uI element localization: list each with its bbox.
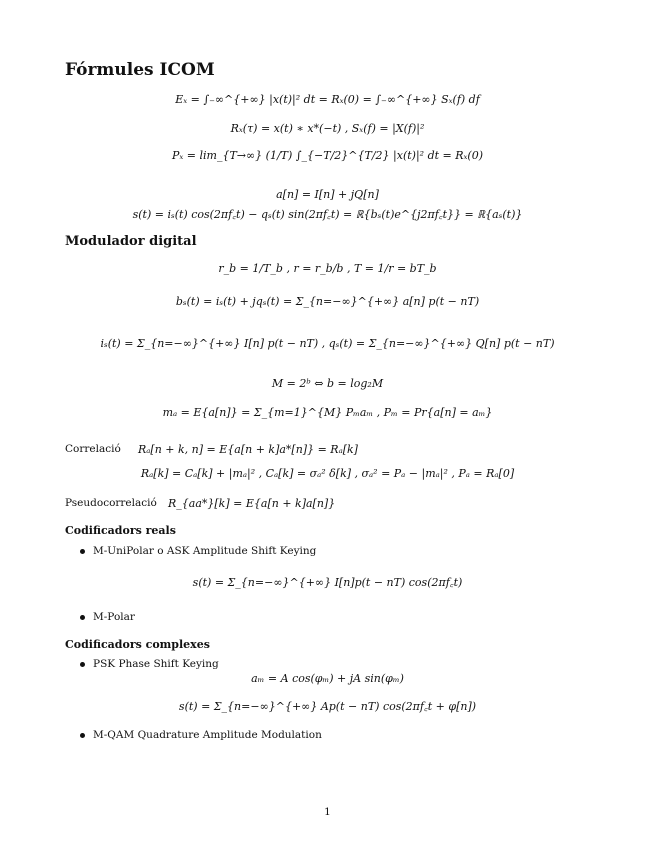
list-item: M-UniPolar o ASK Amplitude Shift Keying — [80, 545, 316, 557]
list-item: M-QAM Quadrature Amplitude Modulation — [80, 729, 322, 741]
section-heading-real: Codificadors reals — [65, 524, 176, 537]
correlation-label: Correlació — [65, 443, 121, 455]
list-item: PSK Phase Shift Keying — [80, 658, 219, 670]
page-title: Fórmules ICOM — [65, 60, 215, 80]
covariance-equation: Rₐ[k] = Cₐ[k] + |mₐ|² , Cₐ[k] = σₐ² δ[k] , σₐ² = Pₐ − |mₐ|² , Pₐ = Rₐ[0] — [140, 467, 515, 480]
mean-equation: mₐ = E{a[n]} = Σ_{m=1}^{M} Pₘaₘ , Pₘ = Pr{a[n] = aₘ} — [162, 406, 493, 419]
autocorrelation-equation: Rₓ(τ) = x(t) ∗ x*(−t) , Sₓ(f) = |X(f)|² — [230, 122, 425, 135]
iq-equation: iₛ(t) = Σ_{n=−∞}^{+∞} I[n] p(t − nT) , qₛ(t) = Σ_{n=−∞}^{+∞} Q[n] p(t − nT) — [100, 337, 555, 350]
bullet-icon — [80, 733, 85, 738]
section-heading-digital: Modulador digital — [65, 234, 197, 249]
bandpass-signal-equation: s(t) = iₛ(t) cos(2πf꜀t) − qₛ(t) sin(2πf꜀t) = ℝ{bₛ(t)e^{j2πf꜀t}} = ℝ{aₛ(t)} — [132, 208, 523, 221]
baseband-equation: bₛ(t) = iₛ(t) + jqₛ(t) = Σ_{n=−∞}^{+∞} a[n] p(t − nT) — [175, 295, 480, 308]
levels-equation: M = 2ᵇ ⇔ b = log₂M — [271, 377, 384, 390]
ask-equation: s(t) = Σ_{n=−∞}^{+∞} I[n]p(t − nT) cos(2πf꜀t) — [192, 576, 463, 589]
pseudocorrelation-equation: R_{aa*}[k] = E{a[n + k]a[n]} — [168, 497, 336, 510]
bullet-icon — [80, 549, 85, 554]
correlation-equation: Rₐ[n + k, n] = E{a[n + k]a*[n]} = Rₐ[k] — [138, 443, 358, 456]
symbol-equation: a[n] = I[n] + jQ[n] — [276, 188, 379, 201]
pseudocorrelation-label: Pseudocorrelació — [65, 497, 157, 509]
psk-symbol-equation: aₘ = A cos(φₘ) + jA sin(φₘ) — [251, 672, 404, 685]
list-item: M-Polar — [80, 611, 135, 623]
rate-equation: r_b = 1/T_b , r = r_b/b , T = 1/r = bT_b — [218, 262, 437, 275]
power-equation: Pₓ = lim_{T→∞} (1/T) ∫_{−T/2}^{T/2} |x(t)|² dt = Rₓ(0) — [171, 149, 484, 162]
energy-equation: Eₓ = ∫₋∞^{+∞} |x(t)|² dt = Rₓ(0) = ∫₋∞^{+∞} Sₓ(f) df — [175, 93, 480, 106]
section-heading-complex: Codificadors complexes — [65, 638, 210, 651]
page-number: 1 — [324, 806, 331, 818]
psk-signal-equation: s(t) = Σ_{n=−∞}^{+∞} Ap(t − nT) cos(2πf꜀t + φ[n]) — [178, 700, 477, 713]
bullet-icon — [80, 615, 85, 620]
bullet-icon — [80, 662, 85, 667]
